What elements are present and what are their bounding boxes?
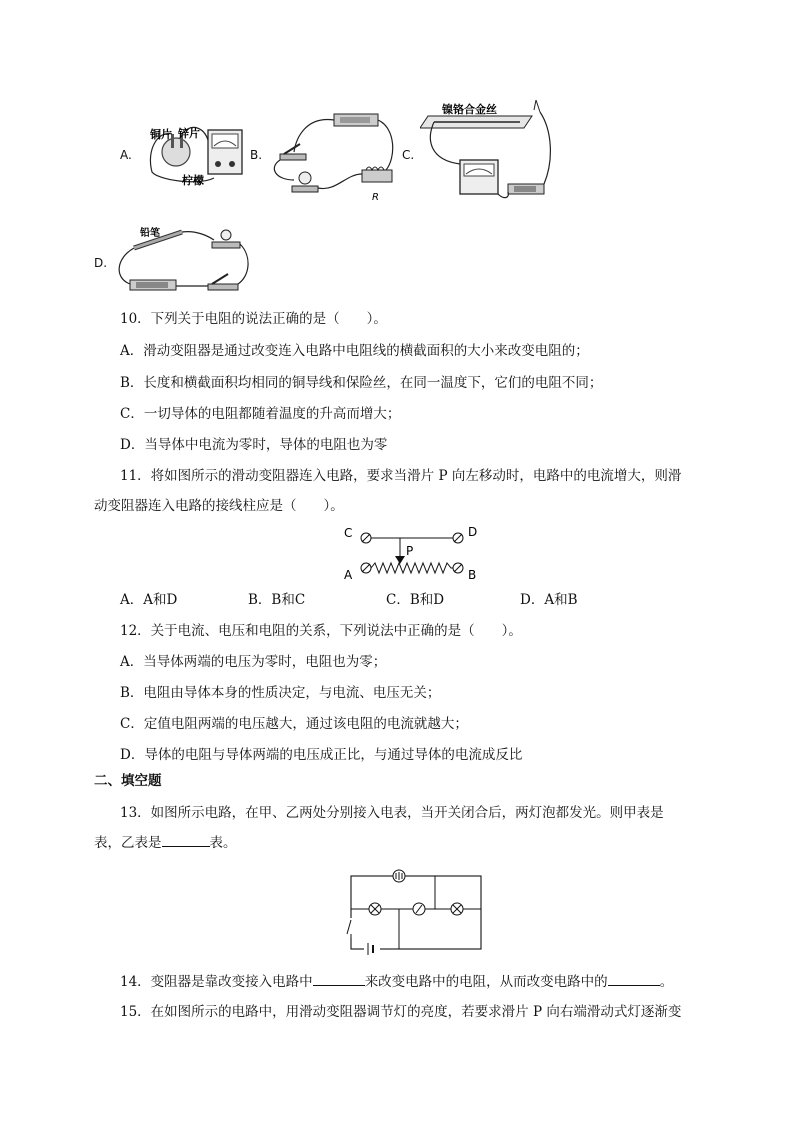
q10-option-c: C．一切导体的电阻都随着温度的升高而增大；: [120, 406, 401, 422]
q12-option-c: C．定值电阻两端的电压越大，通过该电阻的电流就越大；: [120, 716, 468, 732]
option-letter-d: D.: [94, 256, 108, 270]
copper-label: 铜片: [150, 128, 172, 141]
q14-text-c: 。: [659, 974, 674, 990]
option-letter-b: B.: [250, 148, 263, 162]
option-letter-a: A.: [120, 148, 132, 162]
figure-d-circuit: [112, 222, 252, 300]
terminal-d-label: D: [468, 525, 478, 539]
q12-option-b: B．电阻由导体本身的性质决定，与电流、电压无关；: [120, 685, 441, 701]
zinc-label: 锌片: [178, 127, 200, 140]
q12-option-a: A．当导体两端的电压为零时，电阻也为零；: [120, 654, 387, 670]
q13-circuit-figure: [340, 864, 488, 956]
q13-stem-line1: 13．如图所示电路，在甲、乙两处分别接入电表，当开关闭合后，两灯泡都发光。则甲表是: [120, 805, 664, 821]
terminal-c-label: C: [344, 526, 353, 540]
q12-option-d: D．导体的电阻与导体两端的电压成正比，与通过导体的电流成反比: [120, 747, 523, 763]
q15-stem: 15．在如图所示的电路中，用滑动变阻器调节灯的亮度，若要求滑片 P 向右端滑动式灯逐渐变: [120, 1004, 682, 1020]
q11-option-a: A．A和D: [120, 592, 178, 608]
figure-a-lemon-battery: [138, 110, 253, 192]
q13-text-a: 表，乙表是: [94, 835, 162, 851]
q10-option-b: B．长度和横截面积均相同的铜导线和保险丝，在同一温度下，它们的电阻不同；: [120, 375, 603, 391]
q10-option-a: A．滑动变阻器是通过改变连入电路中电阻线的横截面积的大小来改变电阻的；: [120, 343, 589, 359]
slider-p-label: P: [406, 544, 414, 558]
lemon-label: 柠檬: [182, 174, 204, 187]
q10-option-d: D．当导体中电流为零时，导体的电阻也为零: [120, 437, 388, 453]
figure-c-circuit: [420, 100, 560, 212]
q14-line: [120, 973, 673, 991]
nichrome-wire-label: 镍铬合金丝: [442, 103, 497, 116]
q14-blank-1[interactable]: [313, 973, 365, 986]
q13-blank-b[interactable]: [162, 834, 210, 847]
q11-option-d: D．A和B: [520, 592, 578, 608]
q11-stem-line2: 动变阻器连入电路的接线柱应是（ ）。: [94, 498, 344, 514]
q14-text-b: 来改变电路中的电阻，从而改变电路中的: [364, 974, 608, 990]
terminal-b-label: B: [468, 568, 477, 582]
q11-option-c: C．B和D: [386, 592, 445, 608]
resistor-r-label: R: [372, 192, 379, 203]
q14-text-a: 14．变阻器是靠改变接入电路中: [120, 974, 313, 990]
q14-blank-2[interactable]: [608, 973, 660, 986]
slide-rheostat-figure: [340, 522, 490, 584]
q12-stem: 12．关于电流、电压和电阻的关系，下列说法中正确的是（ ）。: [120, 623, 522, 639]
pencil-label: 铅笔: [140, 228, 160, 239]
q13-text-b: 表。: [209, 835, 237, 851]
terminal-a-label: A: [344, 568, 353, 582]
q13-stem-line2: [94, 834, 237, 852]
q11-stem-line1: 11．将如图所示的滑动变阻器连入电路，要求当滑片 P 向左移动时，电路中的电流增大，则滑: [120, 468, 682, 484]
option-letter-c: C.: [402, 148, 415, 162]
section-heading: 二、填空题: [94, 773, 162, 789]
figure-b-circuit: [266, 108, 401, 203]
q11-option-b: B．B和C: [248, 592, 306, 608]
q10-stem: 10．下列关于电阻的说法正确的是（ ）。: [120, 311, 387, 327]
